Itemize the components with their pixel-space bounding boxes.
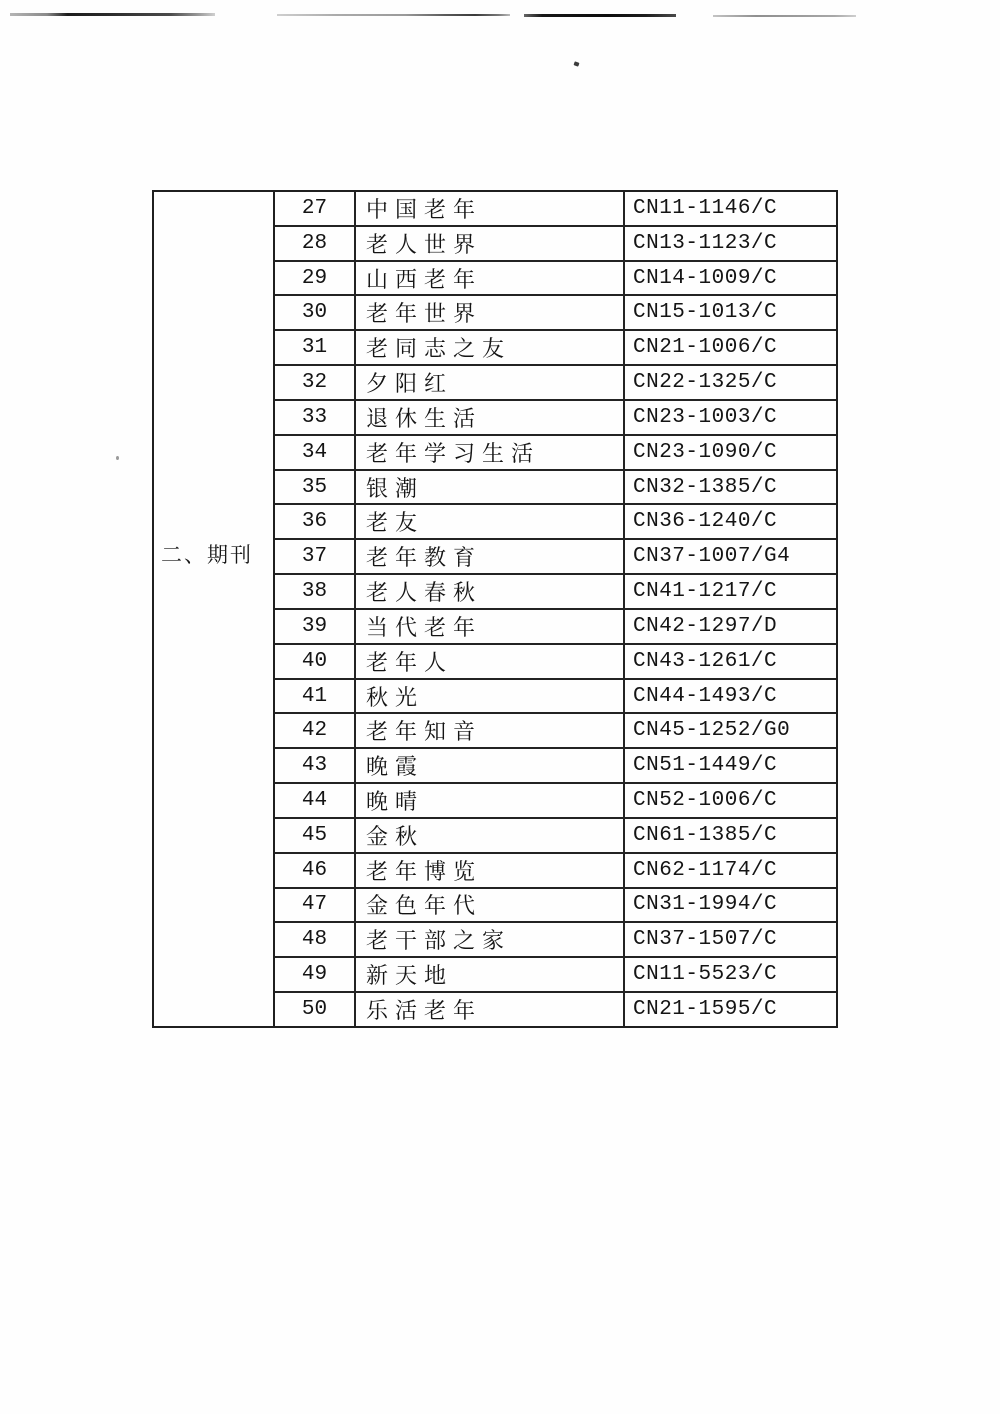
periodical-title: 秋光	[356, 680, 625, 713]
table-row	[275, 573, 836, 608]
row-number: 39	[275, 610, 356, 643]
row-number: 35	[275, 471, 356, 504]
table-row	[275, 956, 836, 991]
table-row	[275, 921, 836, 956]
row-number: 29	[275, 262, 356, 295]
periodical-title: 老年博览	[356, 854, 625, 887]
table-row	[275, 329, 836, 364]
scan-artifact-line	[713, 15, 856, 17]
row-number: 41	[275, 680, 356, 713]
row-number: 48	[275, 923, 356, 956]
scan-artifact-line	[524, 14, 676, 17]
table-row	[275, 538, 836, 573]
table-row	[275, 782, 836, 817]
row-number: 46	[275, 854, 356, 887]
row-number: 50	[275, 993, 356, 1026]
cn-code: CN32-1385/C	[633, 475, 778, 499]
periodical-title: 银潮	[356, 471, 625, 504]
scan-artifact-speck	[116, 456, 119, 460]
cn-code: CN31-1994/C	[633, 893, 778, 917]
row-number: 30	[275, 296, 356, 329]
periodical-title: 老人世界	[356, 227, 625, 260]
table-row	[275, 678, 836, 713]
table-row	[275, 991, 836, 1026]
table-row	[275, 643, 836, 678]
cn-code: CN37-1507/C	[633, 928, 778, 952]
table-row	[275, 192, 836, 225]
row-number: 42	[275, 714, 356, 747]
table-row	[275, 817, 836, 852]
row-number: 31	[275, 331, 356, 364]
cn-code: CN41-1217/C	[633, 580, 778, 604]
periodical-title: 退休生活	[356, 401, 625, 434]
cn-code: CN23-1090/C	[633, 440, 778, 464]
periodical-title: 新天地	[356, 958, 625, 991]
periodical-title: 老年教育	[356, 540, 625, 573]
periodical-title: 老年学习生活	[356, 436, 625, 469]
table-row	[275, 852, 836, 887]
periodical-title: 中国老年	[356, 192, 625, 225]
cn-code: CN36-1240/C	[633, 510, 778, 534]
cn-code: CN62-1174/C	[633, 858, 778, 882]
row-number: 43	[275, 749, 356, 782]
table-row	[275, 747, 836, 782]
periodical-title: 金秋	[356, 819, 625, 852]
row-number: 27	[275, 192, 356, 225]
cn-code: CN45-1252/G0	[633, 719, 791, 743]
row-number: 32	[275, 366, 356, 399]
row-number: 40	[275, 645, 356, 678]
periodical-title: 老人春秋	[356, 575, 625, 608]
cn-code: CN22-1325/C	[633, 371, 778, 395]
periodicals-table	[152, 190, 838, 1028]
row-number: 49	[275, 958, 356, 991]
cn-code: CN52-1006/C	[633, 788, 778, 812]
scan-artifact-speck	[573, 61, 579, 66]
row-number: 38	[275, 575, 356, 608]
cn-code: CN37-1007/G4	[633, 545, 791, 569]
row-number: 44	[275, 784, 356, 817]
periodical-title: 老年知音	[356, 714, 625, 747]
table-row	[275, 887, 836, 922]
cn-code: CN13-1123/C	[633, 231, 778, 255]
row-number: 33	[275, 401, 356, 434]
cn-code: CN14-1009/C	[633, 266, 778, 290]
row-number: 37	[275, 540, 356, 573]
cn-code: CN15-1013/C	[633, 301, 778, 325]
table-row	[275, 399, 836, 434]
scan-artifact-line	[277, 14, 510, 16]
cn-code: CN42-1297/D	[633, 614, 778, 638]
table-row	[275, 712, 836, 747]
periodical-title: 老同志之友	[356, 331, 625, 364]
cn-code: CN11-1146/C	[633, 196, 778, 220]
table-row	[275, 260, 836, 295]
table-row	[275, 294, 836, 329]
cn-code: CN51-1449/C	[633, 754, 778, 778]
cn-code: CN21-1006/C	[633, 336, 778, 360]
row-number: 28	[275, 227, 356, 260]
table-row	[275, 364, 836, 399]
table-row	[275, 225, 836, 260]
table-row	[275, 503, 836, 538]
cn-code: CN21-1595/C	[633, 997, 778, 1021]
table-rows	[275, 192, 836, 1026]
table-row	[275, 469, 836, 504]
periodical-title: 老年世界	[356, 296, 625, 329]
row-number: 34	[275, 436, 356, 469]
cn-code: CN44-1493/C	[633, 684, 778, 708]
cn-code: CN43-1261/C	[633, 649, 778, 673]
cn-code: CN11-5523/C	[633, 963, 778, 987]
periodical-title: 老友	[356, 505, 625, 538]
periodical-title: 夕阳红	[356, 366, 625, 399]
cn-code: CN61-1385/C	[633, 823, 778, 847]
row-number: 45	[275, 819, 356, 852]
category-label: 二、期刊	[161, 543, 253, 567]
periodical-title: 老年人	[356, 645, 625, 678]
periodical-title: 晚晴	[356, 784, 625, 817]
table-row	[275, 608, 836, 643]
cn-code: CN23-1003/C	[633, 405, 778, 429]
periodical-title: 晚霞	[356, 749, 625, 782]
scan-artifact-line	[10, 13, 215, 16]
periodical-title: 乐活老年	[356, 993, 625, 1026]
periodical-title: 山西老年	[356, 262, 625, 295]
periodical-title: 金色年代	[356, 889, 625, 922]
category-column	[154, 192, 275, 1026]
row-number: 47	[275, 889, 356, 922]
periodical-title: 老干部之家	[356, 923, 625, 956]
row-number: 36	[275, 505, 356, 538]
table-row	[275, 434, 836, 469]
periodical-title: 当代老年	[356, 610, 625, 643]
